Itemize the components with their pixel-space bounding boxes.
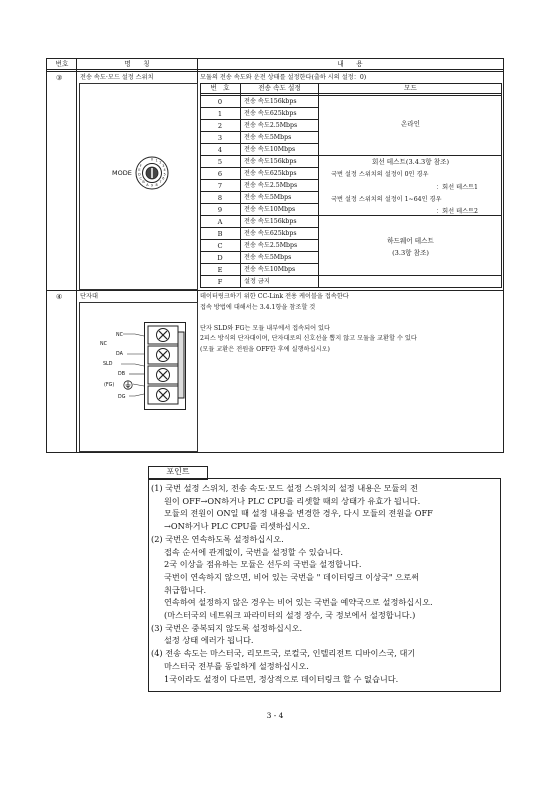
mode-row-no: F: [217, 278, 223, 286]
mode-line-test-note: 국번 설정 스위치의 설정이 1~64인 경우: [331, 196, 442, 203]
row4-number: ④: [56, 293, 63, 301]
terminal-desc-line: 접속 방법에 대해서는 3.4.1항을 참조할 것: [200, 304, 316, 311]
svg-text:0: 0: [150, 157, 154, 162]
point-line: →ON하거나 PLC CPU를 리셋하십시오.: [151, 521, 310, 532]
point-line: 설정 상태 에러가 됩니다.: [151, 635, 254, 646]
terminal-label: SLD: [103, 362, 113, 367]
svg-text:7: 7: [159, 180, 162, 185]
wire-lines: [121, 330, 145, 402]
terminal-label: DG: [118, 395, 126, 400]
point-line: 접속 순서에 관계없이, 국번을 설정할 수 있습니다.: [151, 546, 344, 557]
mode-row-speed: 전송 속도625kbps: [244, 110, 297, 117]
mode-row-speed: 전송 속도625kbps: [244, 170, 297, 177]
mode-row-no: A: [217, 218, 223, 226]
svg-text:1: 1: [155, 158, 158, 163]
mode-row-speed: 전송 속도2.5Mbps: [244, 182, 298, 189]
point-line: (1) 국번 설정 스위치, 전송 속도·모드 설정 스위치의 설정 내용은 모듈의 전: [151, 483, 418, 493]
mode-row-no: 4: [217, 146, 223, 154]
mode-hardware-test-ref: (3.3항 참조): [392, 249, 429, 257]
svg-text:F: F: [139, 164, 142, 168]
header-no: 번호: [55, 60, 69, 68]
mode-subheader-speed: 전송 속도 설정: [258, 84, 301, 92]
point-line: 연속하여 설정하지 않은 경우는 비어 있는 국번을 예약국으로 설정하십시오.: [151, 597, 433, 608]
mode-switch-label: MODE: [112, 169, 132, 177]
svg-text:5: 5: [163, 172, 166, 177]
mode-row-speed: 전송 속도10Mbps: [244, 206, 296, 213]
header-name: 명 칭: [124, 60, 150, 68]
svg-text:C: C: [139, 176, 142, 181]
point-line: 취급합니다.: [151, 584, 207, 595]
page-number: 3 - 4: [266, 711, 284, 720]
svg-text:A: A: [146, 182, 149, 187]
mode-row-speed: 전송 속도625kbps: [244, 230, 297, 237]
mode-hardware-test: 하드웨어 테스트: [387, 237, 434, 245]
terminal-block-icon: [144, 322, 186, 410]
mode-row-no: D: [217, 254, 223, 262]
mode-row-speed: 설정 금지: [244, 278, 270, 285]
mode-row-speed: 전송 속도156kbps: [244, 98, 297, 105]
terminal-desc-line: 단자 SLD와 FG는 모듈 내부에서 접속되어 있다: [200, 325, 330, 332]
mode-row-no: 9: [217, 206, 223, 214]
mode-row-speed: 전송 속도5Mbps: [244, 134, 292, 141]
terminal-label: (FG): [104, 383, 115, 388]
mode-intro: 모듈의 전송 속도와 운전 상태를 설정한다(출하 시의 설정：0): [200, 74, 367, 81]
point-line: (마스터국의 네트워크 파라미터의 설정 장수, 국 정보에서 설정합니다.): [151, 610, 416, 620]
mode-subheader-mode: 모드: [404, 84, 417, 92]
point-line: (2) 국번은 연속하도록 설정하십시오.: [151, 533, 284, 544]
point-line: (3) 국번은 중복되지 않도록 설정하십시오.: [151, 622, 303, 633]
svg-text:4: 4: [163, 168, 166, 172]
mode-line-test: 회선 테스트(3.4.3항 참조): [371, 158, 450, 166]
terminal-desc-line: 2피스 방식의 단자대이며, 단자대로의 신호선을 뽑지 않고 모듈을 교환할 수 있다: [200, 335, 417, 342]
mode-online: 온라인: [400, 120, 421, 128]
mode-line-test-note: ：회선 테스트2: [436, 208, 478, 215]
row4-name: 단자대: [80, 293, 98, 300]
mode-row-speed: 전송 속도10Mbps: [244, 266, 296, 273]
mode-row-no: E: [217, 266, 223, 274]
terminal-label: DA: [116, 352, 123, 357]
header-content: 내 용: [337, 60, 363, 68]
mode-subheader-no: 번 호: [210, 84, 230, 92]
mode-row-no: 6: [217, 170, 223, 178]
point-line: 모듈의 전원이 ON일 때 설정 내용을 변경한 경우, 다시 모듈의 전원을 OFF: [151, 508, 433, 519]
point-line: 국번이 연속하지 않으면, 비어 있는 국번을 " 데이터링크 이상국" 으로써: [151, 571, 420, 582]
svg-text:9: 9: [150, 183, 154, 188]
row3-name: 전송 속도·모드 설정 스위치: [80, 74, 154, 81]
svg-text:6: 6: [162, 176, 165, 181]
point-line: 1국이라도 설정이 다르면, 정상적으로 데이터링크 할 수 없습니다.: [151, 673, 399, 684]
terminal-desc-line: (모듈 교환은 전원을 OFF한 후에 실행하십시오): [200, 346, 330, 353]
mode-row-no: 0: [217, 98, 223, 106]
mode-row-no: 1: [217, 110, 223, 118]
mode-row-speed: 전송 속도2.5Mbps: [244, 122, 298, 129]
mode-row-no: 3: [217, 134, 223, 142]
svg-text:E: E: [138, 168, 141, 172]
mode-row-speed: 전송 속도5Mbps: [244, 194, 292, 201]
terminal-label: NC: [116, 333, 123, 338]
svg-text:3: 3: [162, 164, 165, 168]
terminal-label: NC: [100, 342, 107, 347]
point-title: 포인트: [166, 467, 190, 476]
mode-line-test-note: ：회선 테스트1: [436, 184, 478, 191]
point-line: 원이 OFF→ON하거나 PLC CPU를 리셋할 때의 상태가 유효가 됩니다.: [151, 495, 421, 506]
mode-row-no: B: [217, 230, 223, 238]
point-line: 2국 이상을 점유하는 모듈은 선두의 국번을 설정합니다.: [151, 559, 362, 570]
svg-text:2: 2: [159, 160, 162, 165]
rotary-switch-icon: [134, 155, 170, 191]
mode-row-no: 7: [217, 182, 223, 190]
svg-text:D: D: [138, 172, 141, 177]
mode-row-speed: 전송 속도10Mbps: [244, 146, 296, 153]
mode-row-speed: 전송 속도156kbps: [244, 218, 297, 225]
terminal-desc-line: 데이터링크하기 위한 CC-Link 전용 케이블을 접속한다: [200, 293, 349, 300]
point-line: (4) 전송 속도는 마스터국, 리모트국, 로컬국, 인텔리전트 디바이스국, 대기: [151, 648, 416, 659]
mode-line-test-note: 국번 설정 스위치의 설정이 0인 경우: [331, 171, 429, 178]
row3-number: ③: [56, 74, 63, 82]
terminal-label: DB: [118, 372, 125, 377]
svg-text:B: B: [142, 180, 145, 185]
mode-row-no: 8: [217, 194, 223, 202]
mode-row-no: C: [217, 242, 223, 250]
mode-row-speed: 전송 속도5Mbps: [244, 254, 292, 261]
mode-row-no: 5: [217, 158, 223, 166]
svg-text:8: 8: [155, 182, 158, 187]
mode-row-speed: 전송 속도2.5Mbps: [244, 242, 298, 249]
point-line: 마스터국 전부를 동일하게 설정하십시오.: [151, 660, 309, 671]
mode-row-no: 2: [217, 122, 223, 130]
mode-row-speed: 전송 속도156kbps: [244, 158, 297, 165]
